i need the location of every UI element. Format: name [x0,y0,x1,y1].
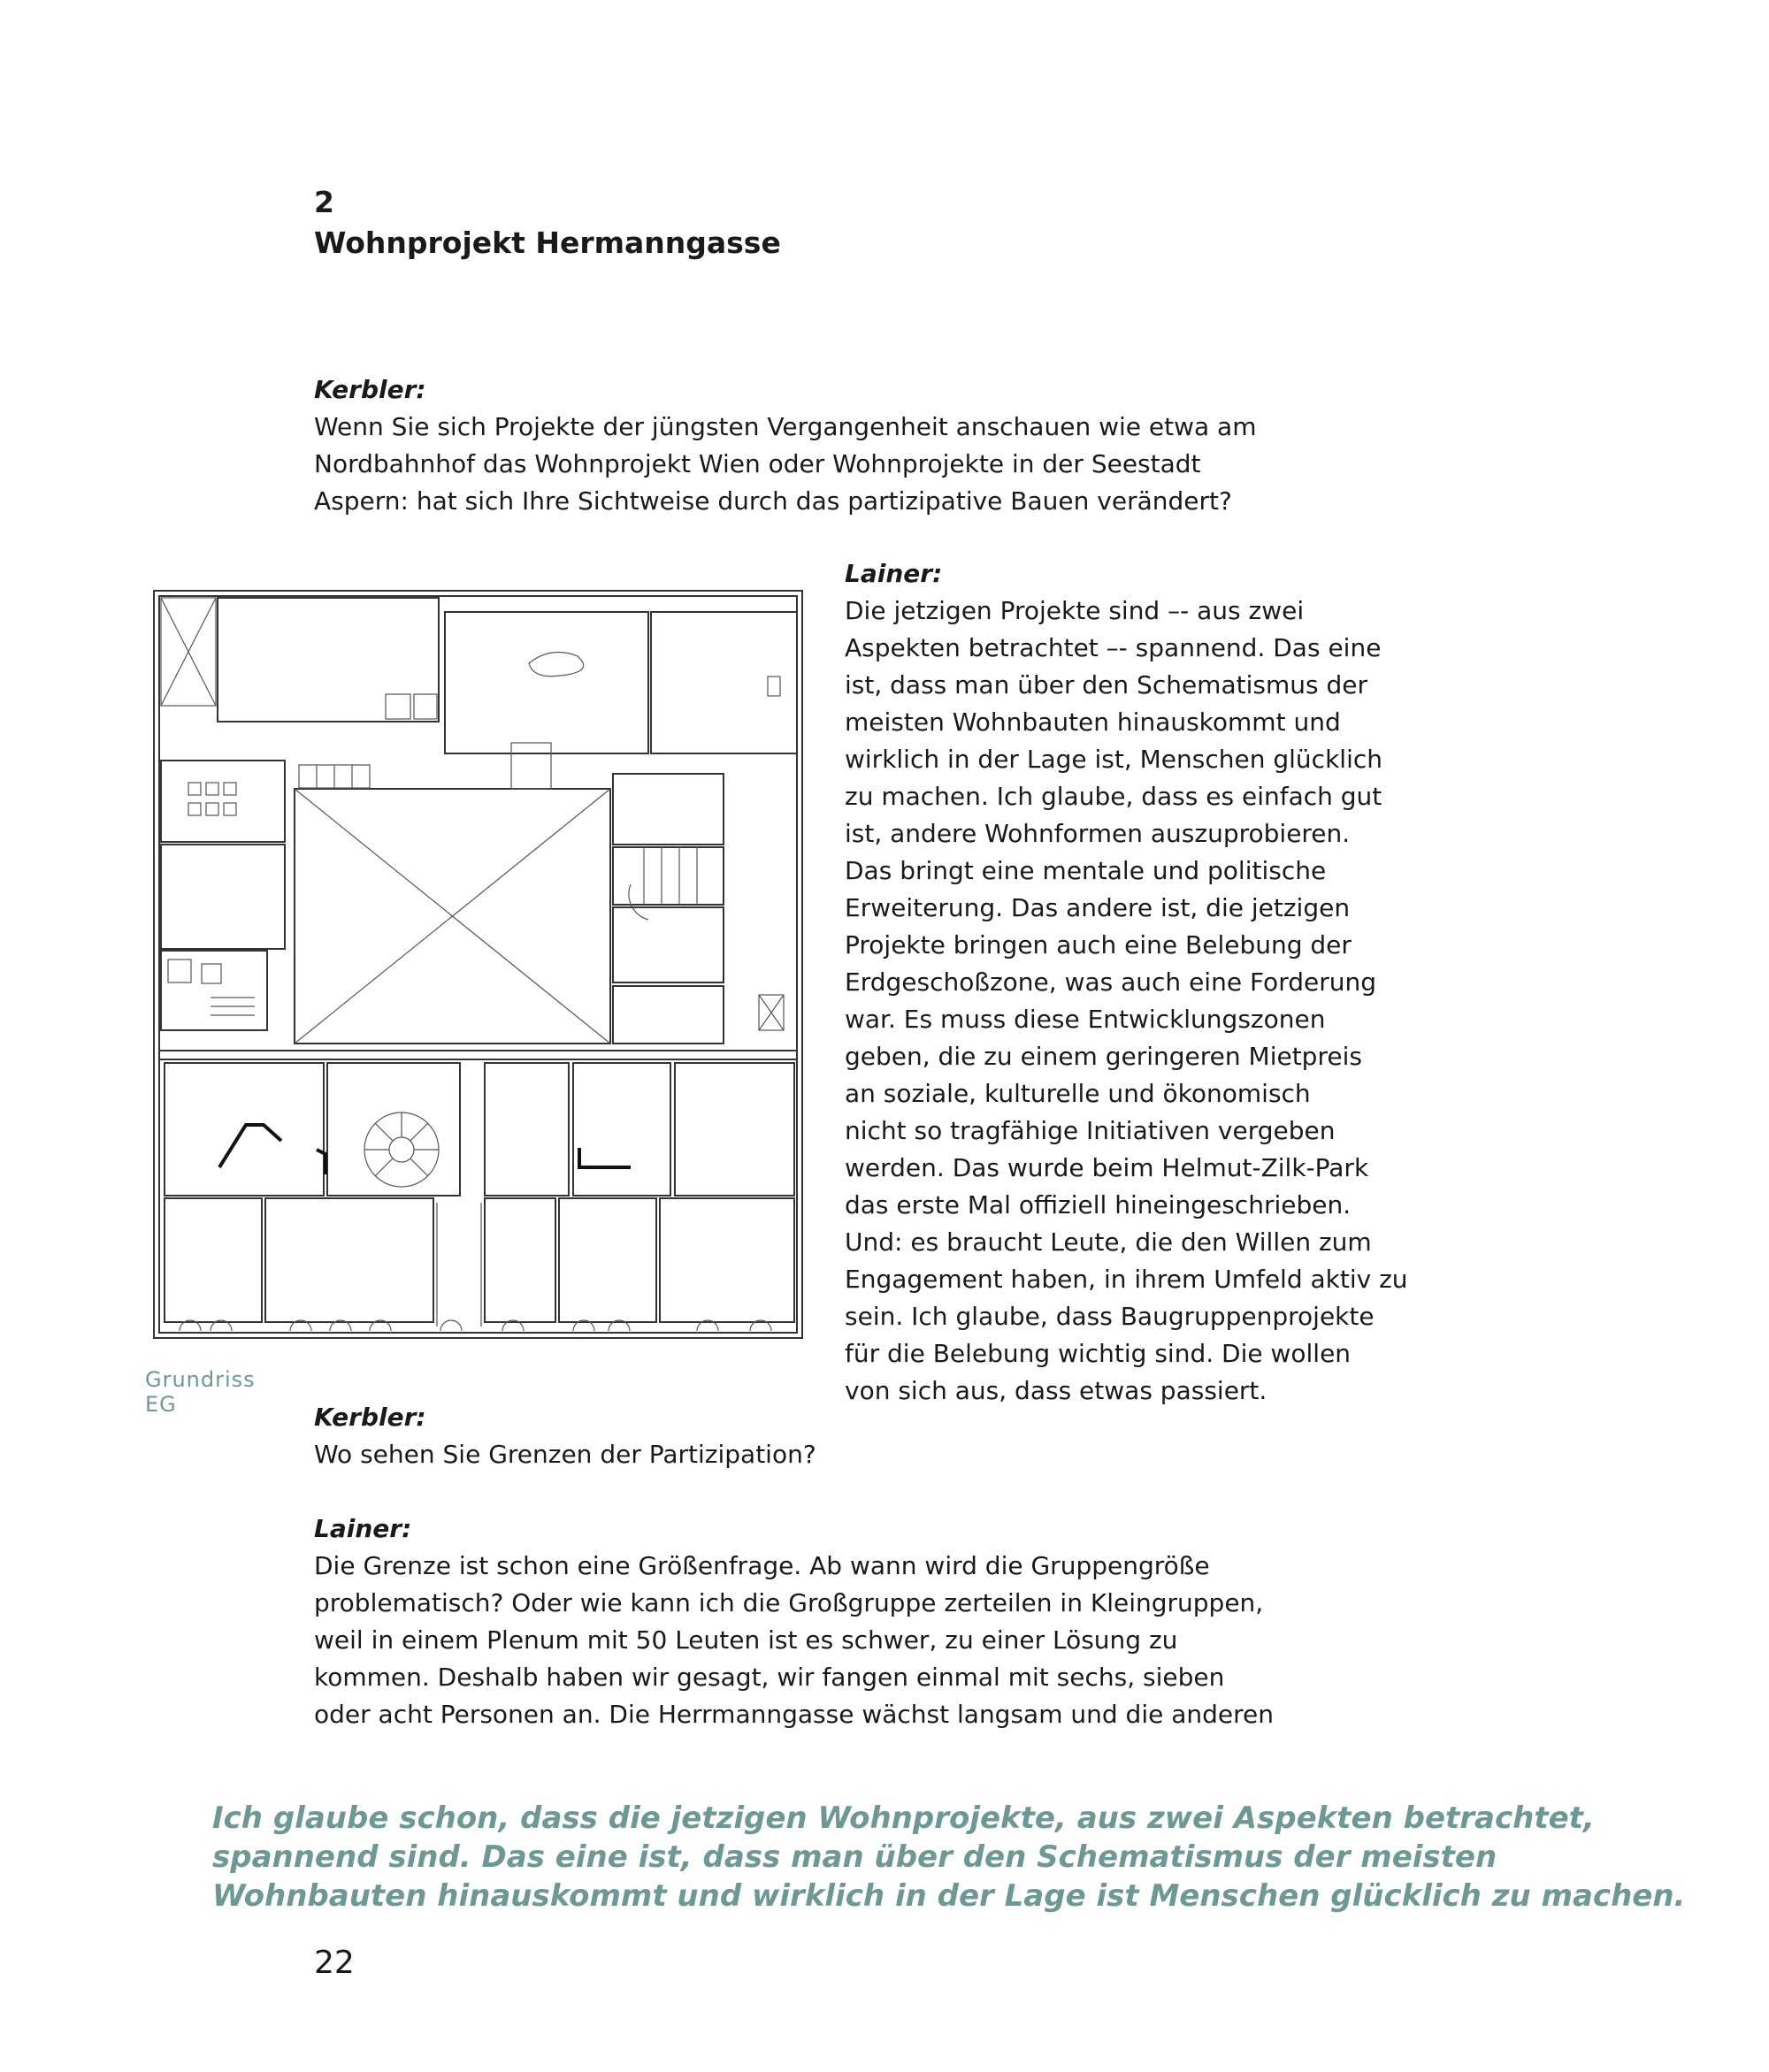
question-paragraph: Wenn Sie sich Projekte der jüngsten Vergangenheit anschauen wie etwa am Nordbahnhof das Wohnprojekt Wien oder Wohnprojekte in der Seestadt Aspern: hat sich Ihre Sichtweise durch das partizipative Bauen verändert? [314,412,1257,516]
pull-quote: Ich glaube schon, dass die jetzigen Wohnprojekte, aus zwei Aspekten betrachtet, spannend sind. Das eine ist, dass man über den Schematismus der meisten Wohnbauten hinauskommt und wirklich in der Lage ist Menschen glücklich zu machen. [212,1801,1686,1914]
page-number: 22 [314,1945,355,1981]
speaker-label: Kerbler: [314,375,426,404]
speaker-label: Kerbler: [314,1403,426,1432]
floor-plan-figure [149,584,808,1344]
speaker-label: Lainer: [314,1514,412,1543]
figure-caption: Grundriss EG [145,1367,256,1417]
answer-paragraph: Die Grenze ist schon eine Größenfrage. Ab wann wird die Gruppengröße problematisch? Oder wie kann ich die Großgruppe zerteilen in Kleingruppen, weil in einem Plenum mit 50 Leuten ist es schwer, zu einer Lösung zu kommen. Deshalb haben wir gesagt, wir fangen einmal mit sechs, sieben oder acht Personen an. Die Herrmanngasse wächst langsam und die anderen [314,1551,1274,1729]
chapter-number: 2 [314,185,334,219]
speaker-label: Lainer: [845,559,943,588]
question-paragraph: Wo sehen Sie Grenzen der Partizipation? [314,1440,816,1469]
answer-paragraph: Die jetzigen Projekte sind –- aus zwei Aspekten betrachtet –- spannend. Das eine ist, dass man über den Schematismus der meisten Wohnbauten hinauskommt und wirklich in der Lage ist, Menschen glücklich zu machen. Ich glaube, dass es einfach gut ist, andere Wohnformen auszuprobieren. Das bringt eine mentale und politische Erweiterung. Das andere ist, die jetzigen Projekte bringen auch eine Belebung der Erdgeschoßzone, was auch eine Forderung war. Es muss diese Entwicklungszonen geben, die zu einem geringeren Mietpreis an soziale, kulturelle und ökonomisch nicht so tragfähige Initiativen vergeben werden. Das wurde beim Helmut-Zilk-Park das erste Mal offiziell hineingeschrieben. Und: es braucht Leute, die den Willen zum Engagement haben, in ihrem Umfeld aktiv zu sein. Ich glaube, dass Baugruppenprojekte für die Belebung wichtig sind. Die wollen von sich aus, dass etwas passiert. [845,596,1408,1405]
chapter-title: Wohnprojekt Hermanngasse [314,226,781,260]
